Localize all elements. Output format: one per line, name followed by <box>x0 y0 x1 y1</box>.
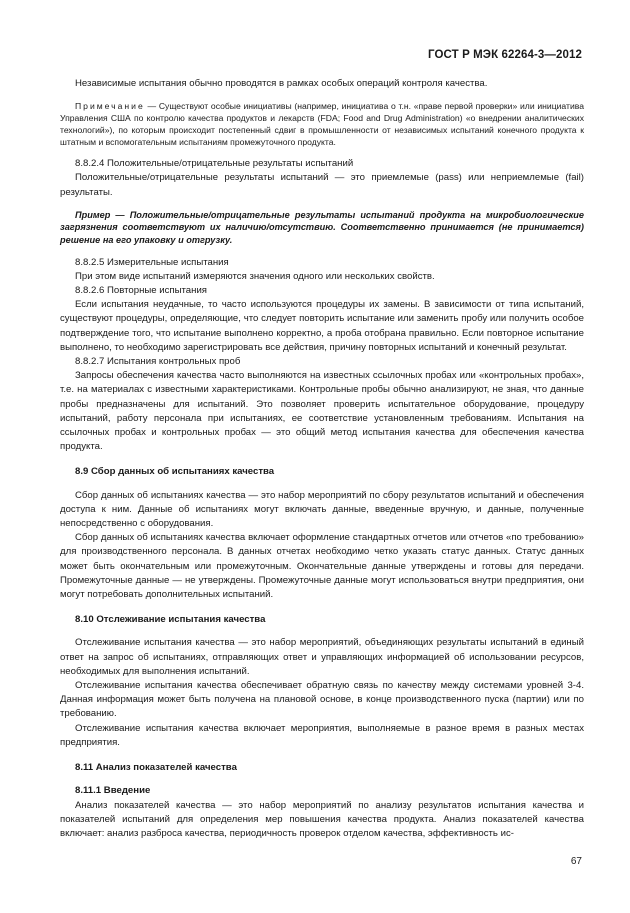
document-body <box>60 77 584 841</box>
paragraph: Отслеживание испытания качества включает мероприятия, выполняемые в разное время в разных местах предприятия. <box>60 722 584 748</box>
paragraph: Анализ показателей качества — это набор мероприятий по анализу результатов испытания качества и показателей испытаний для определения мер повышения качества продукта. Анализ показателей качества включает: анализ разброса качества, периодичность проверок отделом качества, эффективность ис- <box>60 799 584 839</box>
page-number: 67 <box>570 856 582 867</box>
note-text: — Существуют особые инициативы (например, инициатива о т.н. «праве первой проверки» или инициатива Управления США по контролю качества продуктов и лекарств (FDA; Food and Drug Administration) «о внедрении аналитических технологий»), по которым происходит постепенный сдвиг в промышленности от независимых испытаний конечного продукта к штатным и вспомогательным испытаниям промежуточного продукта. <box>60 101 584 148</box>
paragraph: Если испытания неудачные, то часто используются процедуры их замены. В зависимости от типа испытаний, существуют процедуры, определяющие, что следует повторить испытание или заменить пробу или получить особое подтверждение того, что испытание выполнено корректно, а проба отобрана правильно. Если повторное испытание выполнено, то необходимо зарегистрировать все действия, причину повторных испытаний и конечный результат. <box>60 299 584 353</box>
paragraph: Сбор данных об испытаниях качества — это набор мероприятий по сбору результатов испытаний и обеспечения доступа к ним. Данные об испытаниях могут включать данные, введенные вручную, и данные, полученные непосредственно с оборудования. <box>60 489 584 530</box>
note-label: Примечание <box>75 101 145 112</box>
example-paragraph: Пример — Положительные/отрицательные результаты испытаний продукта на микробиологические загрязнения соответствуют их наличию/отсутствию. Соответственно принимается (не принимается) решение на его упаковку и отгрузку. <box>60 209 584 245</box>
subsection-heading: 8.8.2.5 Измерительные испытания <box>75 256 229 268</box>
paragraph: При этом виде испытаний измеряются значения одного или нескольких свойств. <box>75 270 435 282</box>
subsection-heading: 8.8.2.6 Повторные испытания <box>75 285 207 296</box>
section-heading: 8.9 Сбор данных об испытаниях качества <box>75 466 275 478</box>
paragraph: Отслеживание испытания качества — это набор мероприятий, объединяющих результаты испытаний в единый ответ на запрос об испытаниях, отправляющих ответ и управляющих информацией об использовании ресурсов, необходимых для выполнения испытаний. <box>60 637 584 677</box>
paragraph: Сбор данных об испытаниях качества включает оформление стандартных отчетов или отчетов «по требованию» для производственного персонала. В данных отчетах необходимо четко указать статус данных. Статус данных может быть окончательным или промежуточным. Окончательные данные утверждены и готовы для передачи. Промежуточные данные — не утверждены. Промежуточные данные могут использоваться внутри предприятия, они могут потребовать дополнительных испытаний. <box>60 532 584 601</box>
paragraph: Независимые испытания обычно проводятся в рамках особых операций контроля качества. <box>75 78 488 89</box>
paragraph: Отслеживание испытания качества обеспечивает обратную связь по качеству между системами уровней 3-4. Данная информация может быть получена на плановой основе, в конце производственного пуска (партии) или по требованию. <box>60 680 584 720</box>
paragraph: Положительные/отрицательные результаты испытаний — это приемлемые (pass) или неприемлемые (fail) результаты. <box>60 172 584 198</box>
subsection-heading: 8.11.1 Введение <box>75 785 151 797</box>
subsection-heading: 8.8.2.4 Положительные/отрицательные результаты испытаний <box>75 158 354 170</box>
page-header-standard: ГОСТ Р МЭК 62264-3—2012 <box>428 49 582 61</box>
note-paragraph <box>60 100 584 148</box>
subsection-heading: 8.8.2.7 Испытания контрольных проб <box>75 356 241 368</box>
section-heading: 8.11 Анализ показателей качества <box>75 762 237 774</box>
section-heading: 8.10 Отслеживание испытания качества <box>75 614 266 626</box>
paragraph: Запросы обеспечения качества часто выполняются на известных ссылочных пробах или «контрольных пробах», т.е. на материалах с известными характеристиками. Контрольные пробы обычно анализируют, не зная, что данные пробы предназначены для испытаний. Это позволяет проверить испытательное оборудование, процедуру испытаний, работу персонала при испытаниях, ее соответствие установленным требованиям. Испытания на ссылочных пробах и контрольных пробах — это общий метод испытания качества для обеспечения качества продукта. <box>60 370 584 453</box>
